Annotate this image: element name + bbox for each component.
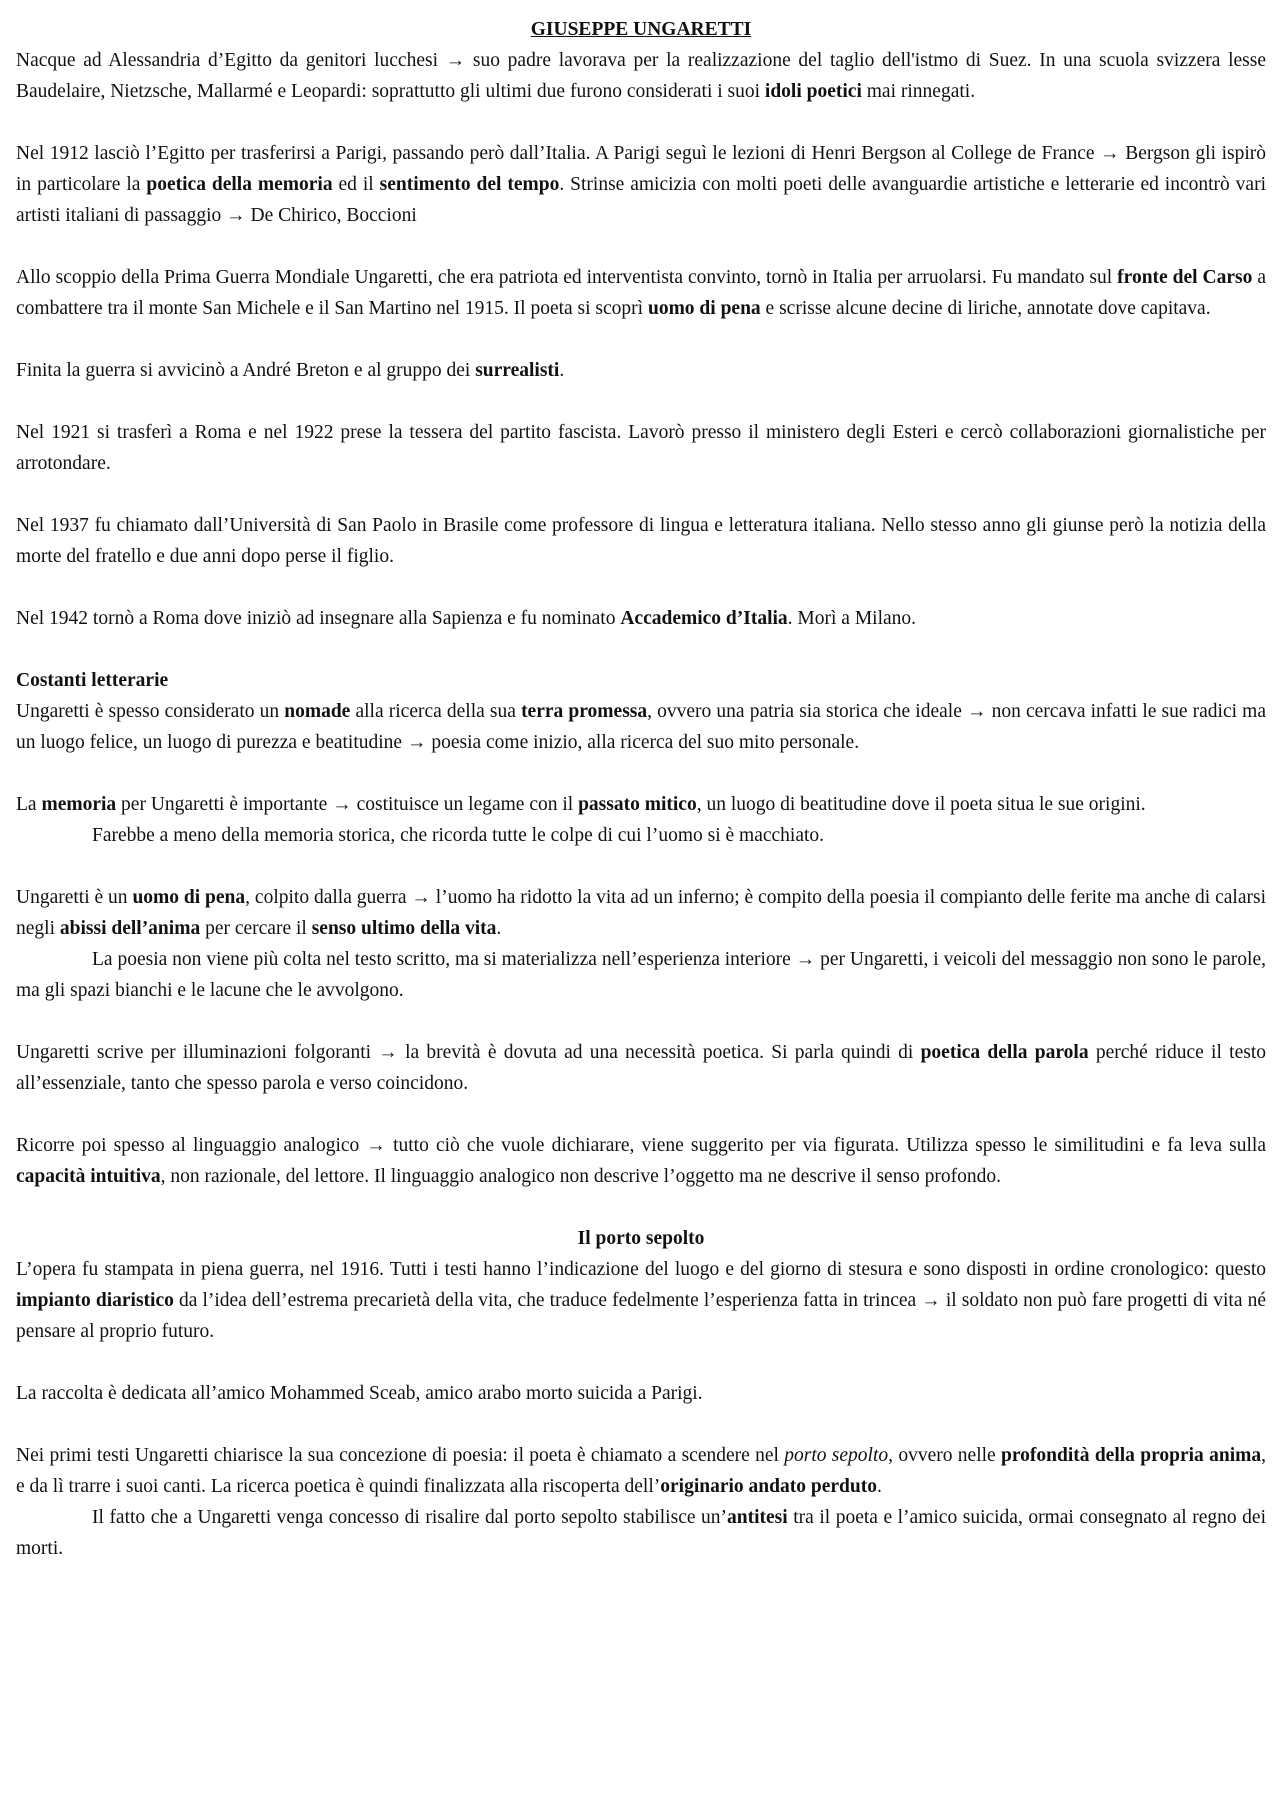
bold-term: sentimento del tempo xyxy=(379,174,560,195)
bold-term: terra promessa xyxy=(521,701,648,722)
costanti-paragraph-1 xyxy=(16,696,1266,758)
text-run: Ricorre poi spesso al linguaggio analogico → tutto ciò che vuole dichiarare, viene suggerito per via figurata. Utilizza spesso le similitudini e fa leva sulla xyxy=(16,1135,1266,1156)
bold-term: profondità della propria anima xyxy=(1001,1445,1262,1466)
bio-paragraph-4 xyxy=(16,355,1266,386)
text-run: Nel 1912 lasciò l’Egitto per trasferirsi a Parigi, passando però dall’Italia. A Parigi seguì le lezioni di Henri Bergson al College de France → Bergson gli ispirò in particolare la xyxy=(16,143,1266,195)
text-run: perché riduce il testo all’essenziale, tanto che spesso parola e verso coincidono. xyxy=(16,1042,1266,1094)
bold-term: antitesi xyxy=(727,1507,788,1528)
bio-paragraph-3 xyxy=(16,262,1266,324)
text-run: , ovvero una patria sia storica che ideale → non cercava infatti le sue radici ma un luogo felice, un luogo di purezza e beatitudine → poesia come inizio, alla ricerca del suo mito personale. xyxy=(16,701,1266,753)
text-run: , non razionale, del lettore. Il linguaggio analogico non descrive l’oggetto ma ne descrive il senso profondo. xyxy=(160,1166,1002,1187)
bold-term: abissi dell’anima xyxy=(59,918,201,939)
costanti-paragraph-3 xyxy=(16,882,1266,944)
bold-term: surrealisti xyxy=(475,360,560,381)
bio-paragraph-7 xyxy=(16,603,1266,634)
porto-paragraph-3b xyxy=(16,1502,1266,1564)
text-run: da l’idea dell’estrema precarietà della vita, che traduce fedelmente l’esperienza fatta in trincea → il soldato non può fare progetti di vita né pensare al proprio futuro. xyxy=(16,1290,1266,1342)
costanti-paragraph-2 xyxy=(16,789,1266,820)
text-run: e scrisse alcune decine di liriche, annotate dove capitava. xyxy=(760,298,1211,319)
bold-term: capacità intuitiva xyxy=(16,1166,161,1187)
page-title: GIUSEPPE UNGARETTI xyxy=(530,19,752,40)
porto-paragraph-1 xyxy=(16,1254,1266,1347)
bold-term: passato mitico xyxy=(578,794,697,815)
bold-term: idoli poetici xyxy=(764,81,862,102)
text-run: Ungaretti è spesso considerato un xyxy=(16,701,285,722)
text-run: . Morì a Milano. xyxy=(787,608,917,629)
costanti-paragraph-2b: Farebbe a meno della memoria storica, che ricorda tutte le colpe di cui l’uomo si è macchiato. xyxy=(92,825,825,846)
bio-paragraph-6: Nel 1937 fu chiamato dall’Università di San Paolo in Brasile come professore di lingua e letteratura italiana. Nello stesso anno gli giunse però la notizia della morte del fratello e due anni dopo perse il figlio. xyxy=(16,515,1266,567)
bold-term: uomo di pena xyxy=(132,887,246,908)
text-run: Nel 1942 tornò a Roma dove iniziò ad insegnare alla Sapienza e fu nominato xyxy=(16,608,621,629)
text-run: Ungaretti scrive per illuminazioni folgoranti → la brevità è dovuta ad una necessità poetica. Si parla quindi di xyxy=(16,1042,921,1063)
costanti-paragraph-4 xyxy=(16,1037,1266,1099)
text-run: mai rinnegati. xyxy=(861,81,976,102)
text-run: L’opera fu stampata in piena guerra, nel 1916. Tutti i testi hanno l’indicazione del luogo e del giorno di stesura e sono disposti in ordine cronologico: questo xyxy=(16,1259,1266,1280)
bold-term: senso ultimo della vita xyxy=(311,918,497,939)
porto-paragraph-2: La raccolta è dedicata all’amico Mohammed Sceab, amico arabo morto suicida a Parigi. xyxy=(16,1383,703,1404)
bold-term: memoria xyxy=(41,794,117,815)
section-heading-costanti: Costanti letterarie xyxy=(16,670,169,691)
text-run: , ovvero nelle xyxy=(888,1445,1002,1466)
section-heading-porto-sepolto: Il porto sepolto xyxy=(577,1228,705,1249)
bold-term: poetica della memoria xyxy=(146,174,333,195)
bold-term: poetica della parola xyxy=(920,1042,1089,1063)
bold-term: fronte del Carso xyxy=(1117,267,1253,288)
text-run: alla ricerca della sua xyxy=(350,701,522,722)
text-run: La xyxy=(16,794,42,815)
text-run: . xyxy=(496,918,502,939)
text-run: Finita la guerra si avvicinò a André Breton e al gruppo dei xyxy=(16,360,476,381)
bio-paragraph-2 xyxy=(16,138,1266,231)
costanti-paragraph-5 xyxy=(16,1130,1266,1192)
text-run: a combattere tra il monte San Michele e il San Martino nel 1915. Il poeta si scoprì xyxy=(16,267,1266,319)
text-run: Nacque ad Alessandria d’Egitto da genitori lucchesi → suo padre lavorava per la realizzazione del taglio dell'istmo di Suez. In una scuola svizzera lesse Baudelaire, Nietzsche, Mallarmé e Leopardi: soprattutto gli ultimi due furono considerati i suoi xyxy=(16,50,1266,102)
text-run: per cercare il xyxy=(200,918,312,939)
text-run: . Strinse amicizia con molti poeti delle avanguardie artistiche e letterarie ed incontrò vari artisti italiani di passaggio → De Chirico, Boccioni xyxy=(16,174,1266,226)
bio-paragraph-5: Nel 1921 si trasferì a Roma e nel 1922 prese la tessera del partito fascista. Lavorò presso il ministero degli Esteri e cercò collaborazioni giornalistiche per arrotondare. xyxy=(16,422,1266,474)
text-run: tra il poeta e l’amico suicida, ormai consegnato al regno dei morti. xyxy=(16,1507,1266,1559)
text-run: . xyxy=(559,360,565,381)
italic-term: porto sepolto xyxy=(784,1445,889,1466)
text-run: , e da lì trarre i suoi canti. La ricerca poetica è quindi finalizzata alla riscoperta dell’ xyxy=(16,1445,1266,1497)
porto-paragraph-3 xyxy=(16,1440,1266,1502)
text-run: . xyxy=(876,1476,882,1497)
bold-term: originario andato perduto xyxy=(660,1476,877,1497)
costanti-paragraph-3b: La poesia non viene più colta nel testo scritto, ma si materializza nell’esperienza interiore → per Ungaretti, i veicoli del messaggio non sono le parole, ma gli spazi bianchi e le lacune che le avvolgono. xyxy=(16,949,1266,1001)
bold-term: uomo di pena xyxy=(647,298,761,319)
text-run: Ungaretti è un xyxy=(16,887,133,908)
text-run: ed il xyxy=(332,174,380,195)
bold-term: impianto diaristico xyxy=(16,1290,174,1311)
text-run: per Ungaretti è importante → costituisce un legame con il xyxy=(116,794,579,815)
bold-term: nomade xyxy=(284,701,351,722)
text-run: Nei primi testi Ungaretti chiarisce la sua concezione di poesia: il poeta è chiamato a scendere nel xyxy=(16,1445,785,1466)
bio-paragraph-1 xyxy=(16,45,1266,107)
text-run: Allo scoppio della Prima Guerra Mondiale Ungaretti, che era patriota ed interventista convinto, tornò in Italia per arruolarsi. Fu mandato sul xyxy=(16,267,1118,288)
text-run: , un luogo di beatitudine dove il poeta situa le sue origini. xyxy=(696,794,1146,815)
bold-term: Accademico d’Italia xyxy=(620,608,788,629)
text-run: Il fatto che a Ungaretti venga concesso di risalire dal porto sepolto stabilisce un’ xyxy=(92,1507,728,1528)
text-run: , colpito dalla guerra → l’uomo ha ridotto la vita ad un inferno; è compito della poesia il compianto delle ferite ma anche di calarsi negli xyxy=(16,887,1266,939)
